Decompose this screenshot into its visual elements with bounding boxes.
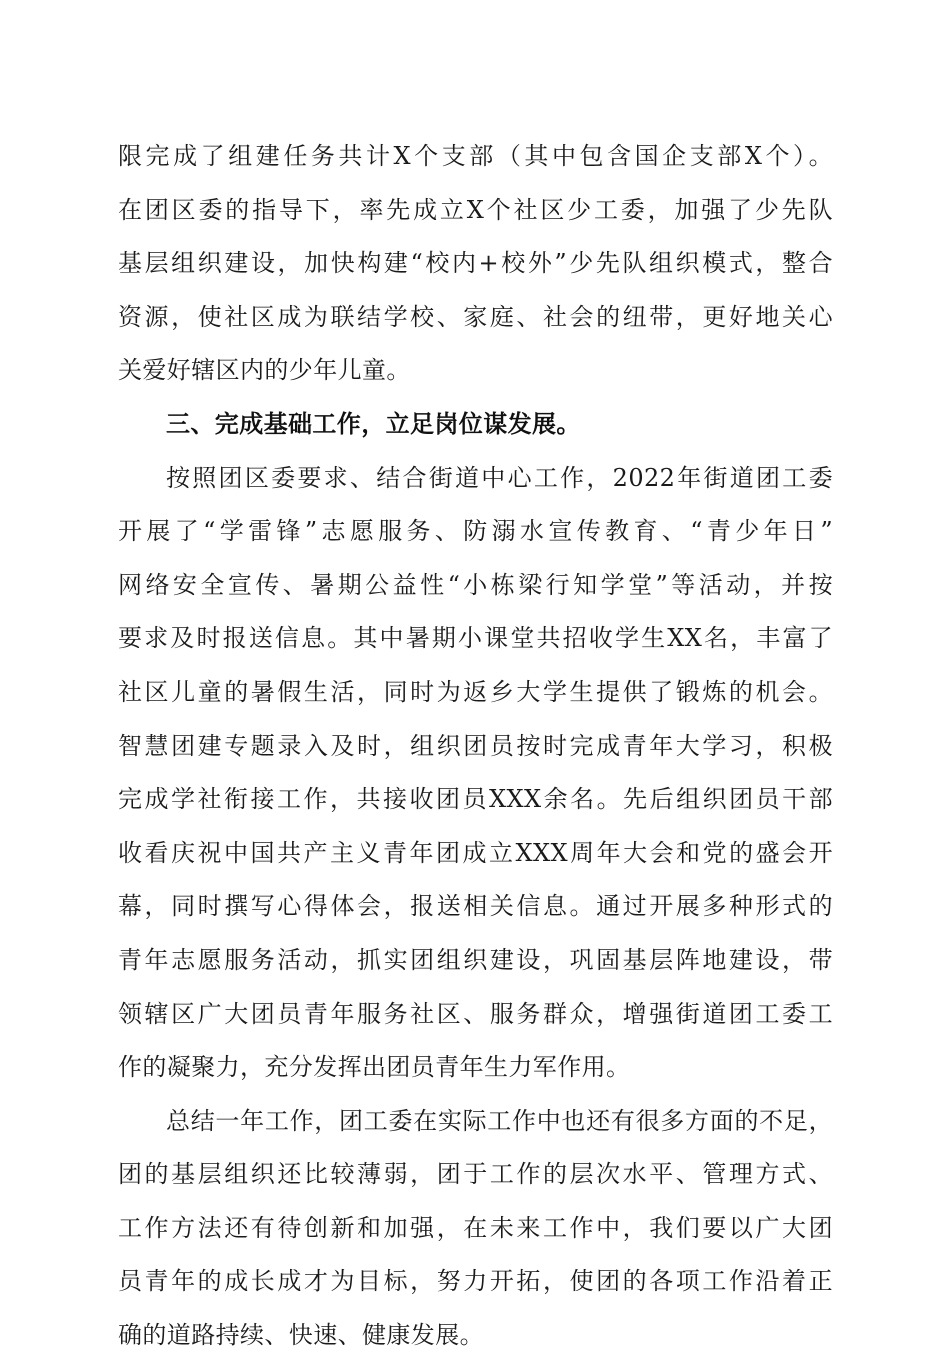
paragraph-line: 确的道路持续、快速、健康发展。 <box>118 1321 484 1350</box>
paragraph-line: 幕，同时撰写心得体会，报送相关信息。通过开展多种形式的 <box>118 892 833 921</box>
paragraph-line: 开展了“学雷锋”志愿服务、防溺水宣传教育、“青少年日” <box>118 517 833 546</box>
paragraph-line: 青年志愿服务活动，抓实团组织建设，巩固基层阵地建设，带 <box>118 945 833 974</box>
paragraph-line: 社区儿童的暑假生活，同时为返乡大学生提供了锻炼的机会。 <box>118 677 833 706</box>
paragraph-line: 智慧团建专题录入及时，组织团员按时完成青年大学习，积极 <box>118 731 833 760</box>
paragraph-line: 领辖区广大团员青年服务社区、服务群众，增强街道团工委工 <box>118 999 833 1028</box>
paragraph-line: 总结一年工作，团工委在实际工作中也还有很多方面的不足， <box>166 1106 833 1135</box>
paragraph-line: 资源，使社区成为联结学校、家庭、社会的纽带，更好地关心 <box>118 302 833 331</box>
paragraph-2 <box>118 452 833 1095</box>
paragraph-line: 工作方法还有待创新和加强，在未来工作中，我们要以广大团 <box>118 1213 833 1242</box>
paragraph-line: 网络安全宣传、暑期公益性“小栋梁行知学堂”等活动，并按 <box>118 570 833 599</box>
paragraph-1 <box>118 130 833 398</box>
paragraph-line: 作的凝聚力，充分发挥出团员青年生力军作用。 <box>118 1053 631 1082</box>
paragraph-line: 收看庆祝中国共产主义青年团成立XXX周年大会和党的盛会开 <box>118 838 833 867</box>
paragraph-line: 在团区委的指导下，率先成立X个社区少工委，加强了少先队 <box>118 195 833 224</box>
paragraph-line: 团的基层组织还比较薄弱，团于工作的层次水平、管理方式、 <box>118 1160 833 1189</box>
section-heading: 三、完成基础工作，立足岗位谋发展。 <box>166 409 581 438</box>
paragraph-line: 按照团区委要求、结合街道中心工作，2022年街道团工委 <box>166 463 833 492</box>
paragraph-line: 要求及时报送信息。其中暑期小课堂共招收学生XX名，丰富了 <box>118 624 833 653</box>
paragraph-line: 基层组织建设，加快构建“校内+校外”少先队组织模式，整合 <box>118 249 833 278</box>
document-body <box>118 130 833 1363</box>
paragraph-line: 限完成了组建任务共计X个支部（其中包含国企支部X个）。 <box>118 142 833 170</box>
paragraph-line: 关爱好辖区内的少年儿童。 <box>118 356 411 385</box>
paragraph-line: 员青年的成长成才为目标，努力开拓，使团的各项工作沿着正 <box>118 1267 833 1296</box>
paragraph-3 <box>118 1095 833 1363</box>
paragraph-line: 完成学社衔接工作，共接收团员XXX余名。先后组织团员干部 <box>118 785 833 814</box>
